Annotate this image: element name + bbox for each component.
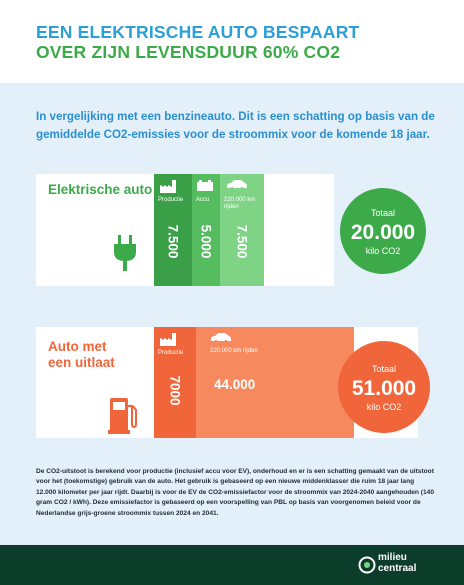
fuel-pump-icon	[108, 396, 138, 434]
ice-bar-rijden-label: 220.000 km rijden	[210, 348, 258, 354]
ev-bar-rijden-label: 220.000 km rijden	[224, 197, 256, 210]
ev-value-accu: 5.000	[198, 224, 214, 259]
ice-bar-productie-label: Productie	[158, 350, 184, 356]
ice-total-unit: kilo CO2	[366, 402, 402, 412]
ev-card-label: Elektrische auto	[48, 182, 153, 197]
title-line-1: EEN ELEKTRISCHE AUTO BESPAART	[36, 22, 360, 42]
logo-line-2: centraal	[378, 563, 417, 574]
ev-total-circle	[340, 188, 426, 274]
title-line-2: OVER ZIJN LEVENSDUUR 60% CO2	[36, 42, 341, 62]
ev-bar-accu-label: Accu	[196, 197, 210, 203]
ev-value-productie: 7.500	[165, 224, 181, 259]
ev-bar-productie-label: Productie	[158, 197, 184, 203]
battery-icon	[197, 180, 213, 191]
ev-total-value: 20.000	[350, 221, 416, 244]
ice-card-label-line-2: een uitlaat	[48, 355, 115, 370]
intro-text: In vergelijking met een benzineauto. Dit is een schatting op basis van de gemiddelde CO2-emissies voor de stroommix voor de komende 18 jaar.	[36, 110, 435, 141]
logo-line-1: milieu	[378, 552, 407, 563]
car-icon	[210, 333, 232, 343]
ice-value-rijden: 44.000	[214, 377, 256, 392]
car-icon	[226, 180, 248, 190]
ice-value-productie: 7000	[167, 375, 183, 406]
ice-total-circle	[338, 341, 430, 433]
ice-total-value: 51.000	[351, 377, 417, 400]
factory-icon	[160, 333, 178, 346]
logo-text[interactable]	[378, 552, 416, 574]
ev-total-unit: kilo CO2	[365, 246, 401, 256]
ev-value-rijden: 7.500	[234, 224, 250, 259]
milieu-centraal-logo-icon	[358, 556, 376, 574]
footnote: De CO2-uitstoot is berekend voor productie (inclusief accu voor EV), onderhoud en er is een schatting gemaakt van de uitstoot voor het (toekomstige) gebruik van de auto. Het gebruik is gebaseerd op een nieuwe middenklasser die ruim 18 jaar lang 12.000 kilometer per jaar rijdt. Daarbij is voor de EV de CO2-emissiefactor voor de stroommix van 2024-2040 aangehouden (140 gram CO2 / kWh). Deze emissiefactor is gebaseerd op een voorspelling van PBL op basis van voorgenomen beleid voor de Nederlandse grijs-groene stroommix tussen 2024 en 2041.	[36, 468, 434, 517]
plug-icon	[112, 235, 138, 271]
ev-total-label: Totaal	[370, 208, 396, 218]
factory-icon	[160, 180, 178, 193]
ice-total-label: Totaal	[371, 364, 397, 374]
ice-card-label-line-1: Auto met	[48, 339, 107, 354]
